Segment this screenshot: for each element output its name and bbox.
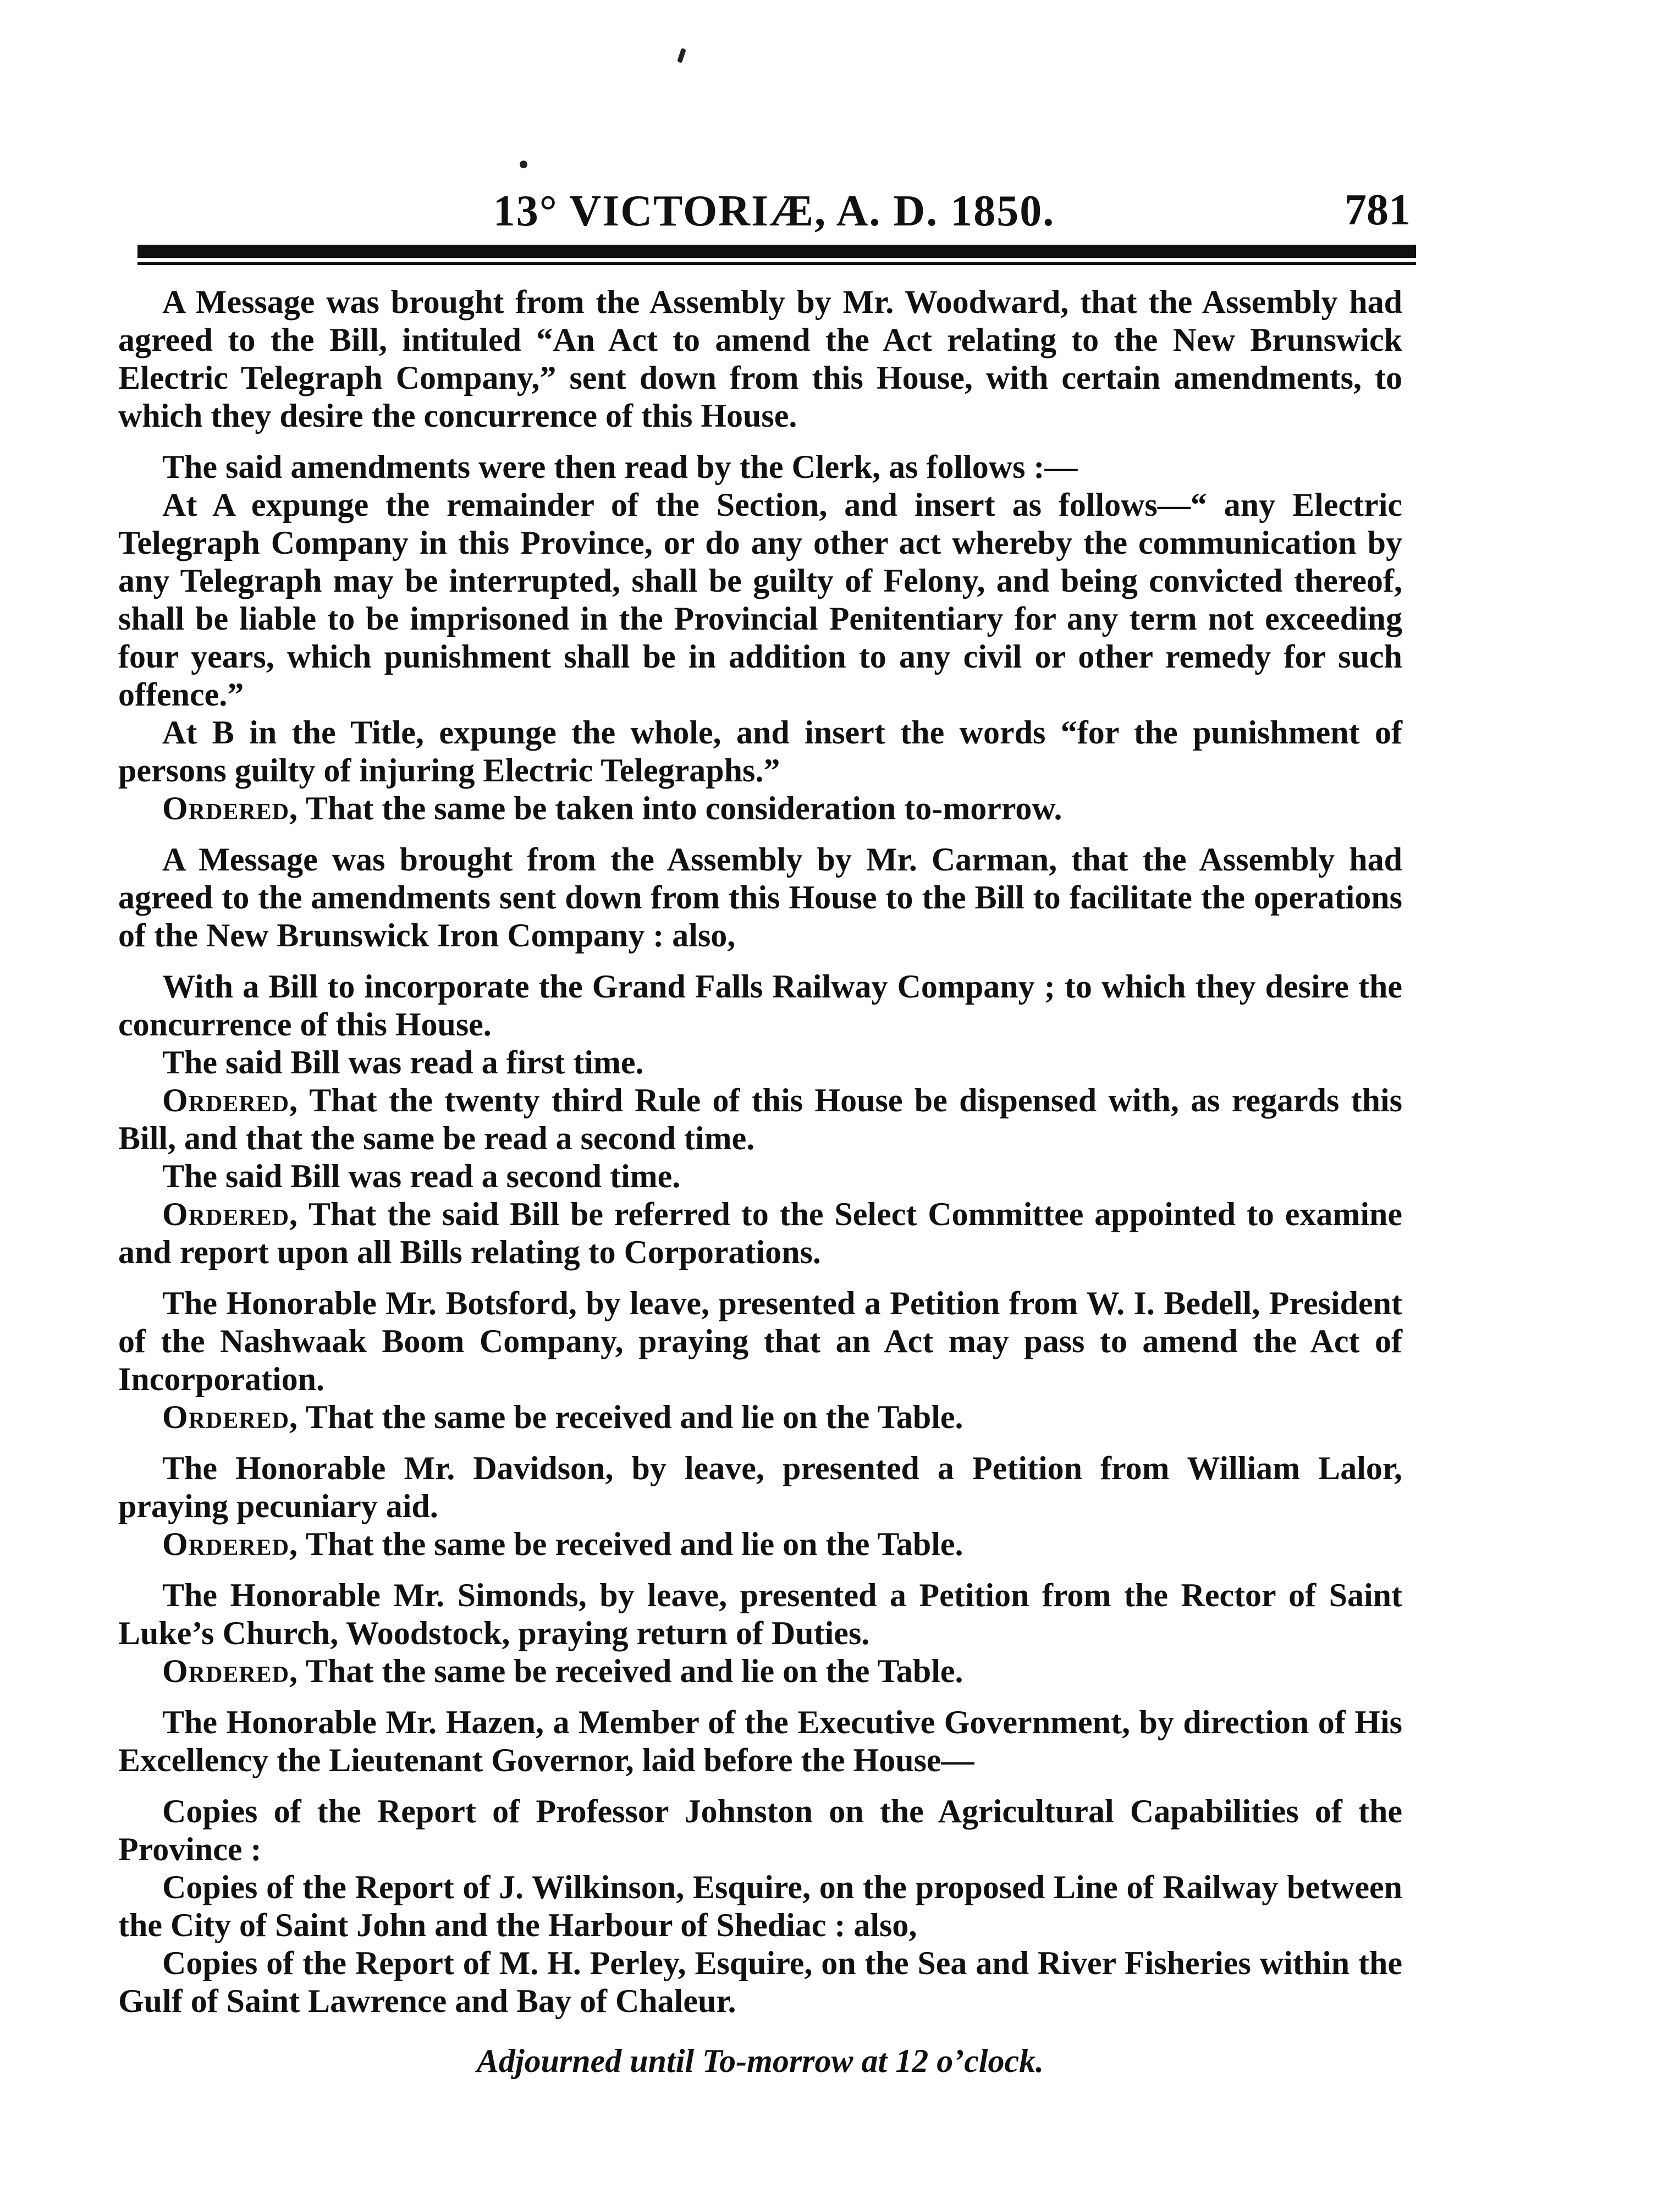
paragraph-text: That the same be taken into consideration to-morrow. xyxy=(305,790,1062,826)
ordered-label: Ordered, xyxy=(162,1082,299,1118)
paragraph-text: The Honorable Mr. Botsford, by leave, presented a Petition from W. I. Bedell, President of the Nashwaak Boom Company, praying that an Act may pass to amend the Act of Incorporation. xyxy=(118,1285,1402,1397)
paragraph xyxy=(118,1944,1402,2020)
ordered-label: Ordered, xyxy=(162,1526,299,1562)
paragraph xyxy=(118,714,1402,790)
paragraph-text: A Message was brought from the Assembly by Mr. Carman, that the Assembly had agreed to the amendments sent down from this House to the Bill to facilitate the operations of the New Brunswick Iron Company : also, xyxy=(118,841,1402,953)
ordered-paragraph xyxy=(118,790,1402,828)
paragraph xyxy=(118,1044,1402,1082)
page-number: 781 xyxy=(1345,186,1411,234)
stray-mark xyxy=(677,48,686,63)
paragraph-text: At A expunge the remainder of the Section, and insert as follows—“ any Electric Telegraph Company in this Province, or do any other act whereby the communication by any Telegraph may be interrupted, shall be guilty of Felony, and being convicted thereof, shall be liable to be imprisoned in the Provincial Penitentiary for any term not exceeding four years, which punishment shall be in addition to any civil or other remedy for such offence.” xyxy=(118,487,1402,713)
paragraph-text: That the same be received and lie on the Table. xyxy=(305,1526,963,1562)
paragraph xyxy=(118,283,1402,435)
paragraph-text: That the same be received and lie on the Table. xyxy=(305,1399,963,1435)
ordered-paragraph xyxy=(118,1082,1402,1157)
page-header xyxy=(137,170,1411,236)
paragraph-text: A Message was brought from the Assembly by Mr. Woodward, that the Assembly had agreed to the Bill, intituled “An Act to amend the Act relating to the New Brunswick Electric Telegraph Company,” sent down from this House, with certain amendments, to which they desire the concurrence of this House. xyxy=(118,284,1402,434)
ordered-paragraph xyxy=(118,1195,1402,1271)
paragraph xyxy=(118,1576,1402,1652)
paragraph-text: The Honorable Mr. Simonds, by leave, presented a Petition from the Rector of Saint Luke’s Church, Woodstock, praying return of Duties. xyxy=(118,1577,1402,1651)
ordered-label: Ordered, xyxy=(162,1399,299,1435)
ordered-paragraph xyxy=(118,1525,1402,1563)
paragraph-text: Copies of the Report of Professor Johnston on the Agricultural Capabilities of the Province : xyxy=(118,1793,1402,1867)
paragraph-text: The Honorable Mr. Hazen, a Member of the Executive Government, by direction of His Excellency the Lieutenant Governor, laid before the House— xyxy=(118,1704,1402,1778)
ordered-paragraph xyxy=(118,1398,1402,1436)
adjournment-line: Adjourned until To-morrow at 12 o’clock. xyxy=(476,2043,1044,2079)
paragraph-text: With a Bill to incorporate the Grand Falls Railway Company ; to which they desire the concurrence of this House. xyxy=(118,968,1402,1043)
paragraph-text: Copies of the Report of M. H. Perley, Esquire, on the Sea and River Fisheries within the Gulf of Saint Lawrence and Bay of Chaleur. xyxy=(118,1945,1402,2019)
paragraph-text: That the same be received and lie on the Table. xyxy=(305,1653,963,1689)
paragraph xyxy=(118,1285,1402,1398)
journal-body xyxy=(118,283,1402,2080)
paragraph xyxy=(118,1868,1402,1944)
ordered-label: Ordered, xyxy=(162,1196,299,1232)
paragraph xyxy=(118,486,1402,714)
paragraph-text: The said Bill was read a second time. xyxy=(162,1158,681,1194)
header-rule-thin xyxy=(137,262,1416,265)
stray-mark xyxy=(520,161,527,168)
paragraph xyxy=(118,1157,1402,1195)
running-title: 13° VICTORIÆ, A. D. 1850. xyxy=(493,187,1055,235)
paragraph-text: The Honorable Mr. Davidson, by leave, presented a Petition from William Lalor, praying pecuniary aid. xyxy=(118,1450,1402,1524)
paragraph xyxy=(118,1704,1402,1779)
paragraph xyxy=(118,1449,1402,1525)
paragraph-text: Copies of the Report of J. Wilkinson, Esquire, on the proposed Line of Railway between the City of Saint John and the Harbour of Shediac : also, xyxy=(118,1869,1402,1943)
paragraph-text: The said amendments were then read by the Clerk, as follows :— xyxy=(162,449,1078,485)
paragraph-text: That the twenty third Rule of this House be dispensed with, as regards this Bill, and that the same be read a second time. xyxy=(118,1082,1403,1156)
ordered-label: Ordered, xyxy=(162,790,299,826)
paragraph xyxy=(118,448,1402,486)
ordered-paragraph xyxy=(118,1652,1402,1690)
ordered-label: Ordered, xyxy=(162,1653,299,1689)
paragraph xyxy=(118,1793,1402,1868)
paragraph xyxy=(118,968,1402,1044)
paragraph-text: At B in the Title, expunge the whole, and insert the words “for the punishment of persons guilty of injuring Electric Telegraphs.” xyxy=(118,714,1402,789)
header-rule xyxy=(137,245,1416,258)
paragraph-text: The said Bill was read a first time. xyxy=(162,1044,644,1081)
paragraph-text: That the said Bill be referred to the Select Committee appointed to examine and report upon all Bills relating to Corporations. xyxy=(118,1196,1402,1270)
paragraph xyxy=(118,841,1402,955)
